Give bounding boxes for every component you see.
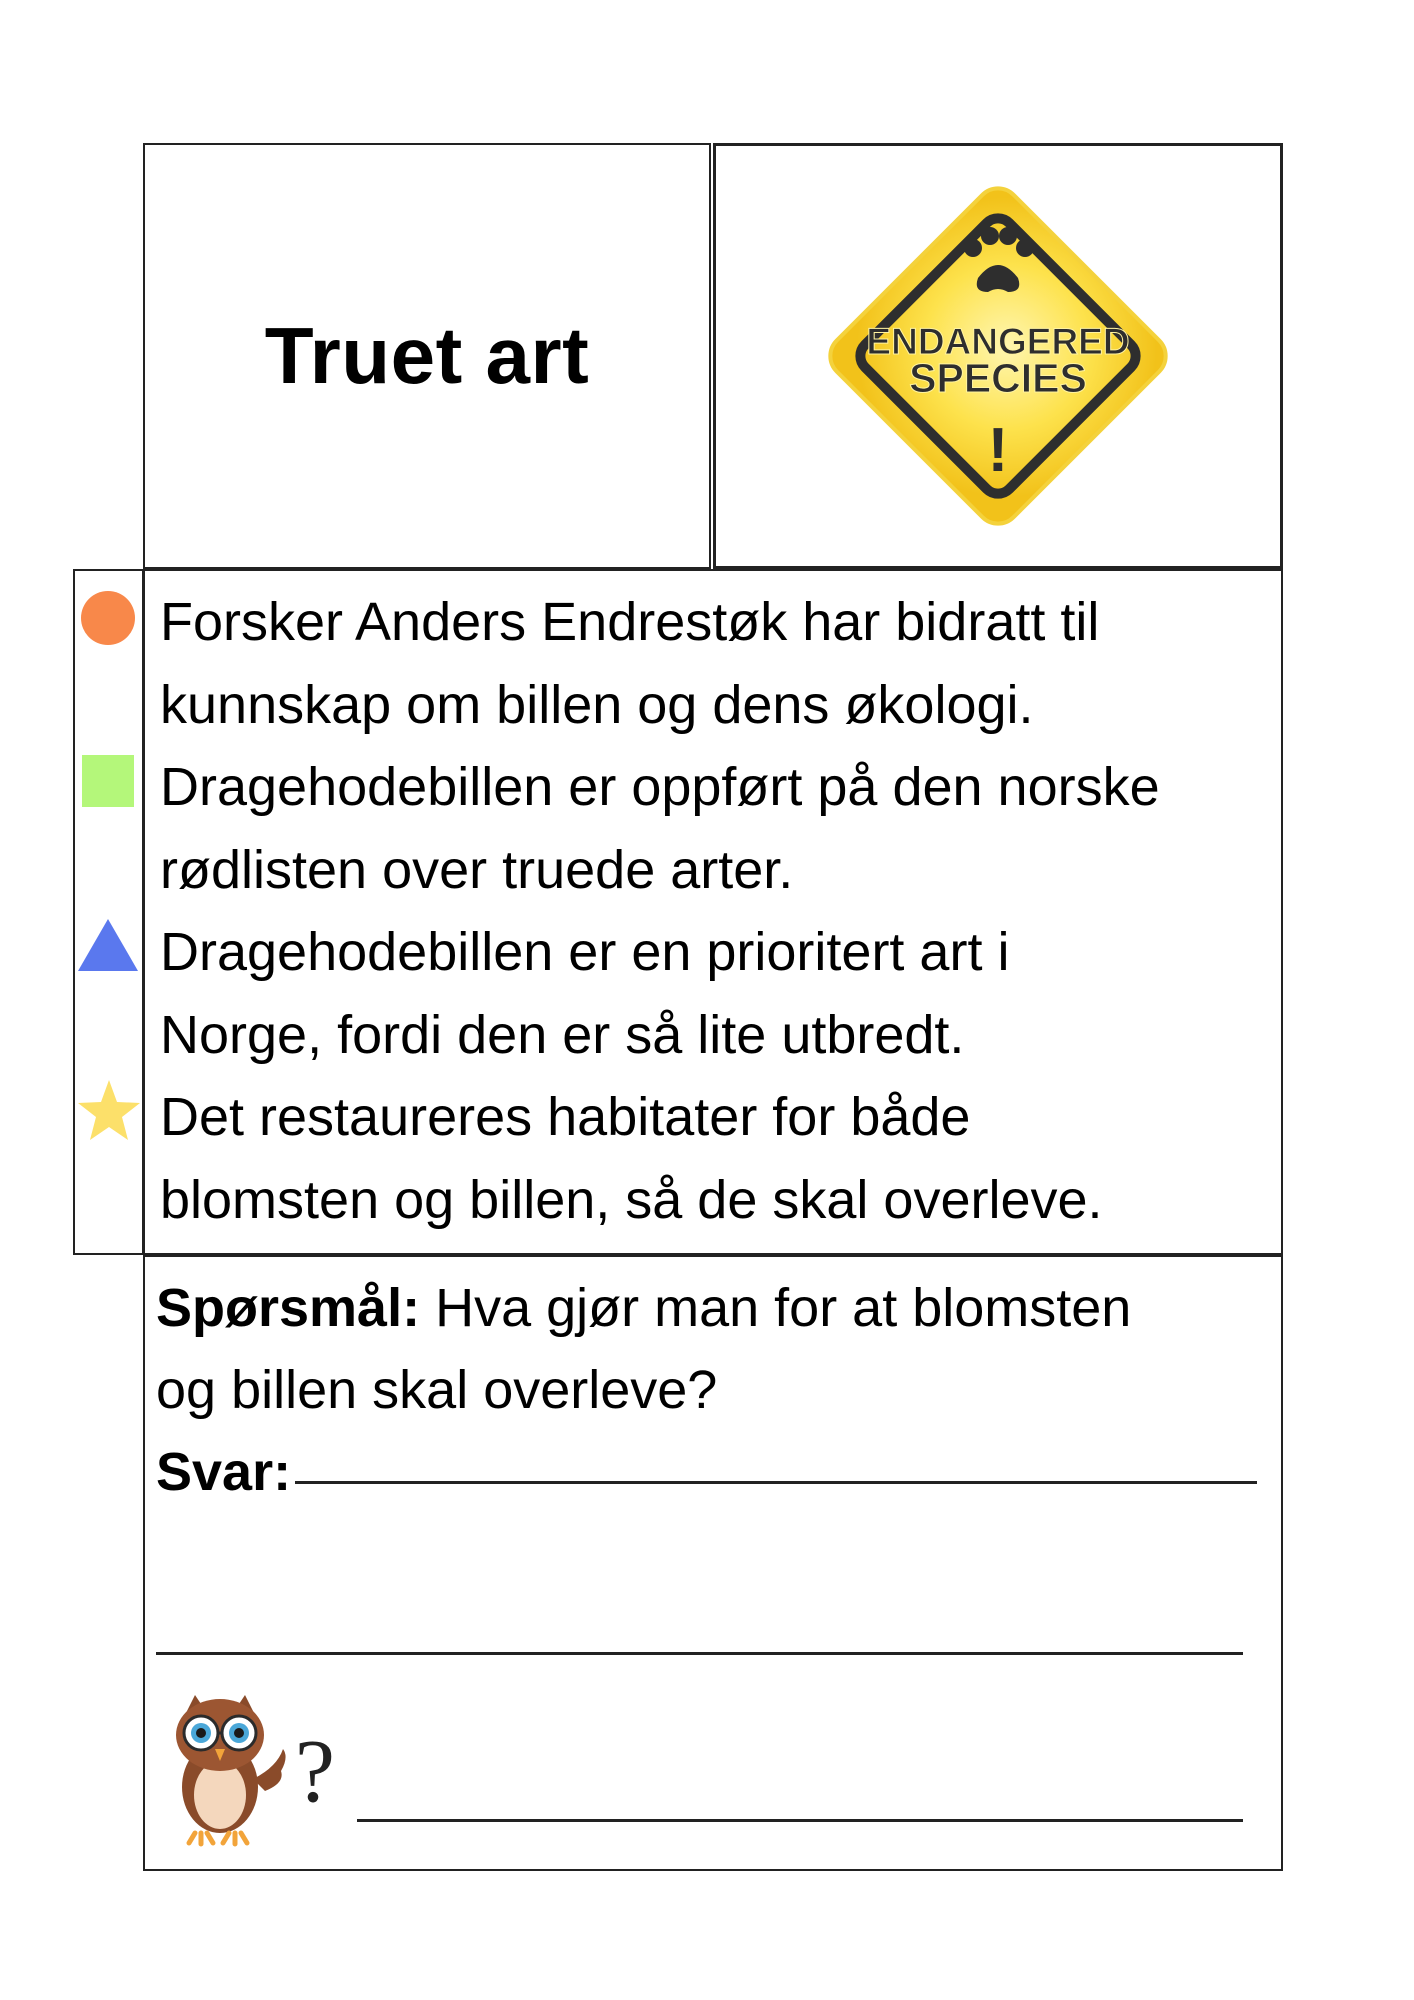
answer-line-3[interactable] — [357, 1819, 1243, 1822]
orange-circle-icon — [79, 589, 137, 647]
fact-2-line-1: Dragehodebillen er oppført på den norske — [160, 757, 1160, 817]
question-mark: ? — [295, 1722, 335, 1821]
fact-3-line-2: Norge, fordi den er så lite utbredt. — [160, 1004, 965, 1065]
logo-cell — [713, 143, 1283, 569]
page-title: Truet art — [264, 311, 590, 400]
answer-label: Svar: — [156, 1442, 292, 1502]
fact-1-line-2: kunnskap om billen og dens økologi. — [160, 674, 1034, 735]
endangered-species-sign — [808, 166, 1188, 546]
question-text-1: Hva gjør man for at blomsten — [420, 1278, 1132, 1338]
logo-line1: ENDANGERED — [866, 321, 1130, 362]
exclamation-mark: ! — [987, 416, 1009, 485]
owl-icon — [165, 1687, 295, 1847]
answer-row — [156, 1431, 1281, 1513]
title-cell — [143, 143, 711, 569]
symbols-column — [73, 569, 144, 1255]
fact-4-line-2: blomsten og billen, så de skal overleve. — [160, 1169, 1103, 1230]
question-line-1 — [156, 1267, 1281, 1349]
facts-cell — [143, 569, 1283, 1255]
yellow-star-icon — [77, 1080, 141, 1142]
fact-3-line-1: Dragehodebillen er en prioritert art i — [160, 922, 1010, 982]
question-cell — [143, 1255, 1283, 1871]
question-label: Spørsmål: — [156, 1278, 421, 1338]
green-square-icon — [82, 755, 134, 807]
fact-4-line-1: Det restaureres habitater for både — [160, 1087, 971, 1147]
logo-line2: SPECIES — [909, 355, 1087, 401]
question-text-2: og billen skal overleve? — [156, 1360, 718, 1420]
answer-line-2[interactable] — [156, 1652, 1243, 1655]
fact-2-line-2: rødlisten over truede arter. — [160, 839, 794, 900]
blue-triangle-icon — [78, 919, 138, 971]
fact-1-line-1: Forsker Anders Endrestøk har bidratt til — [160, 592, 1100, 652]
answer-line-1[interactable] — [295, 1481, 1257, 1484]
